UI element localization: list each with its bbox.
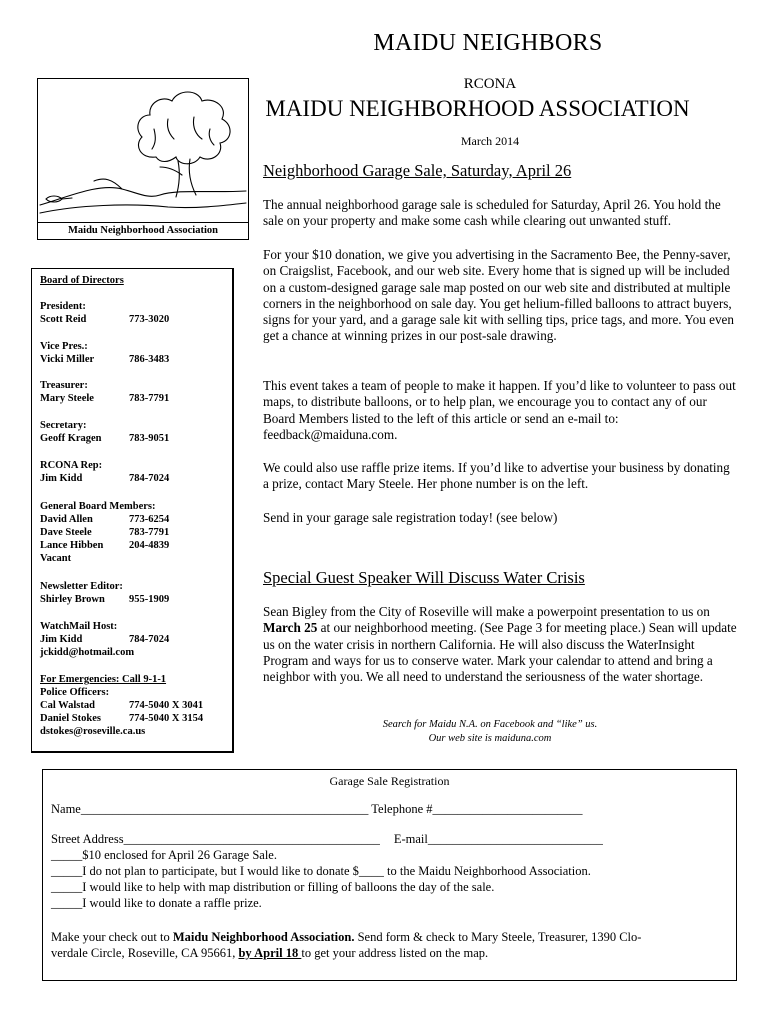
name-label: Name <box>51 802 81 816</box>
registration-form <box>42 769 737 981</box>
telephone-label: Telephone # <box>368 802 433 816</box>
article-water-crisis-heading: Special Guest Speaker Will Discuss Water Crisis <box>263 568 585 587</box>
article-garage-sale-p5: Send in your garage sale registration today! (see below) <box>263 510 558 525</box>
deadline: by April 18 <box>238 946 302 960</box>
treasurer-phone: 783-7791 <box>129 393 170 404</box>
rcona-phone: 784-7024 <box>129 473 170 484</box>
logo <box>37 78 249 240</box>
watchmail-phone: 784-7024 <box>129 634 170 645</box>
street-field[interactable]: _________________________________________ <box>123 832 380 846</box>
emergency-label: For Emergencies: Call 9-1-1 <box>40 674 167 685</box>
tree-on-hill-icon <box>38 79 248 223</box>
officer-1-name: Cal Walstad <box>40 700 95 711</box>
check-instructions-line1: Make your check out to Maidu Neighborhood Association. Send form & check to Mary Steele, Treasurer, 1390 Clo- <box>51 930 642 944</box>
treasurer-label: Treasurer: <box>40 380 88 391</box>
board-of-directors-box <box>31 268 234 753</box>
general-member-2-name: Dave Steele <box>40 527 92 538</box>
option-volunteer[interactable]: _____I would like to help with map distribution or filling of balloons the day of the sale. <box>51 880 495 894</box>
general-member-1-phone: 773-6254 <box>129 514 170 525</box>
secretary-name: Geoff Kragen <box>40 433 102 444</box>
newsletter-name: Shirley Brown <box>40 594 105 605</box>
name-row <box>51 802 583 817</box>
president-label: President: <box>40 301 86 312</box>
vp-name: Vicki Miller <box>40 354 95 365</box>
newsletter-label: Newsletter Editor: <box>40 581 123 592</box>
option-garage-sale[interactable]: _____$10 enclosed for April 26 Garage Sale. <box>51 848 277 862</box>
watchmail-label: WatchMail Host: <box>40 621 118 632</box>
article-garage-sale-p4: We could also use raffle prize items. If you’d like to advertise your business by donating a prize, contact Mary Steele. Her phone number is on the left. <box>263 460 730 492</box>
issue-date: March 2014 <box>460 134 520 148</box>
officer-email: dstokes@roseville.ca.us <box>40 726 146 737</box>
form-title: Garage Sale Registration <box>329 774 450 788</box>
rcona-label: RCONA Rep: <box>40 460 103 471</box>
officer-2-phone: 774-5040 X 3154 <box>129 713 204 724</box>
org-short-name: RCONA <box>463 76 517 92</box>
check-instructions-line2: verdale Circle, Roseville, CA 95661, by April 18 to get your address listed on the map. <box>51 946 489 960</box>
article-garage-sale-p1: The annual neighborhood garage sale is scheduled for Saturday, April 26. You hold the sale on your property and make some cash while clearing out unwanted stuff. <box>263 197 721 229</box>
street-label: Street Address <box>51 832 124 846</box>
rcona-name: Jim Kidd <box>40 473 83 484</box>
facebook-note: Search for Maidu N.A. on Facebook and “like” us. Our web site is maiduna.com <box>382 719 598 744</box>
option-donate[interactable]: _____I do not plan to participate, but I would like to donate $____ to the Maidu Neighborhood Association. <box>51 864 591 878</box>
police-label: Police Officers: <box>40 687 110 698</box>
option-raffle-prize[interactable]: _____I would like to donate a raffle prize. <box>51 896 262 910</box>
article-garage-sale-p2: For your $10 donation, we give you advertising in the Sacramento Bee, the Penny-saver, on Craigslist, Facebook, and our web site. Every home that is signed up will be included on a custom-designed garage sale map posted on our web site and distributed at multiple corners in the neighborhood on sale day. You get helium-filled balloons to attract buyers, signs for your yard, and a garage sale kit with selling tips, price tags, and more. You even get a chance at winning prizes in our post-sale drawing. <box>263 247 734 344</box>
general-member-1-name: David Allen <box>40 514 93 525</box>
officer-1-phone: 774-5040 X 3041 <box>129 700 204 711</box>
president-name: Scott Reid <box>40 314 87 325</box>
email-field[interactable]: ____________________________ <box>427 832 603 846</box>
newsletter-phone: 955-1909 <box>129 594 170 605</box>
officer-2-name: Daniel Stokes <box>40 713 101 724</box>
general-member-3-phone: 204-4839 <box>129 540 170 551</box>
board-heading: Board of Directors <box>40 275 124 286</box>
vp-phone: 786-3483 <box>129 354 170 365</box>
treasurer-name: Mary Steele <box>40 393 94 404</box>
president-phone: 773-3020 <box>129 314 170 325</box>
watchmail-email: jckidd@hotmail.com <box>40 647 135 658</box>
org-full-name: MAIDU NEIGHBORHOOD ASSOCIATION <box>265 96 690 121</box>
general-members-label: General Board Members: <box>40 501 156 512</box>
logo-caption: Maidu Neighborhood Association <box>38 222 248 239</box>
general-member-3-name: Lance Hibben <box>40 540 104 551</box>
address-row <box>51 832 603 847</box>
watchmail-name: Jim Kidd <box>40 634 83 645</box>
vp-label: Vice Pres.: <box>40 341 88 352</box>
article-garage-sale-p3: This event takes a team of people to make it happen. If you’d like to volunteer to pass out maps, to distribute balloons, or to help plan, we encourage you to contact any of our Board Members listed to the left of this article or send an e-mail to: feedback@maiduna.com. <box>263 378 736 442</box>
masthead-title: MAIDU NEIGHBORS <box>373 30 603 56</box>
name-field[interactable]: ______________________________________________ <box>80 802 369 816</box>
article-garage-sale-heading: Neighborhood Garage Sale, Saturday, April 26 <box>263 161 572 180</box>
secretary-label: Secretary: <box>40 420 87 431</box>
secretary-phone: 783-9051 <box>129 433 170 444</box>
email-label: E-mail <box>393 832 428 846</box>
general-member-4-name: Vacant <box>40 553 72 564</box>
article-water-crisis-body: Sean Bigley from the City of Roseville will make a powerpoint presentation to us on March 25 at our neighborhood meeting. (See Page 3 for meeting place.) Sean will update us on the water crisis in northern California. He will also discuss the WaterInsight Program and ways for us to conserve water. Mark your calendar to attend and bring a neighbor with you. We all need to understand the seriousness of the water shortage. <box>263 604 737 685</box>
telephone-field[interactable]: ________________________ <box>432 802 583 816</box>
general-member-2-phone: 783-7791 <box>129 527 170 538</box>
